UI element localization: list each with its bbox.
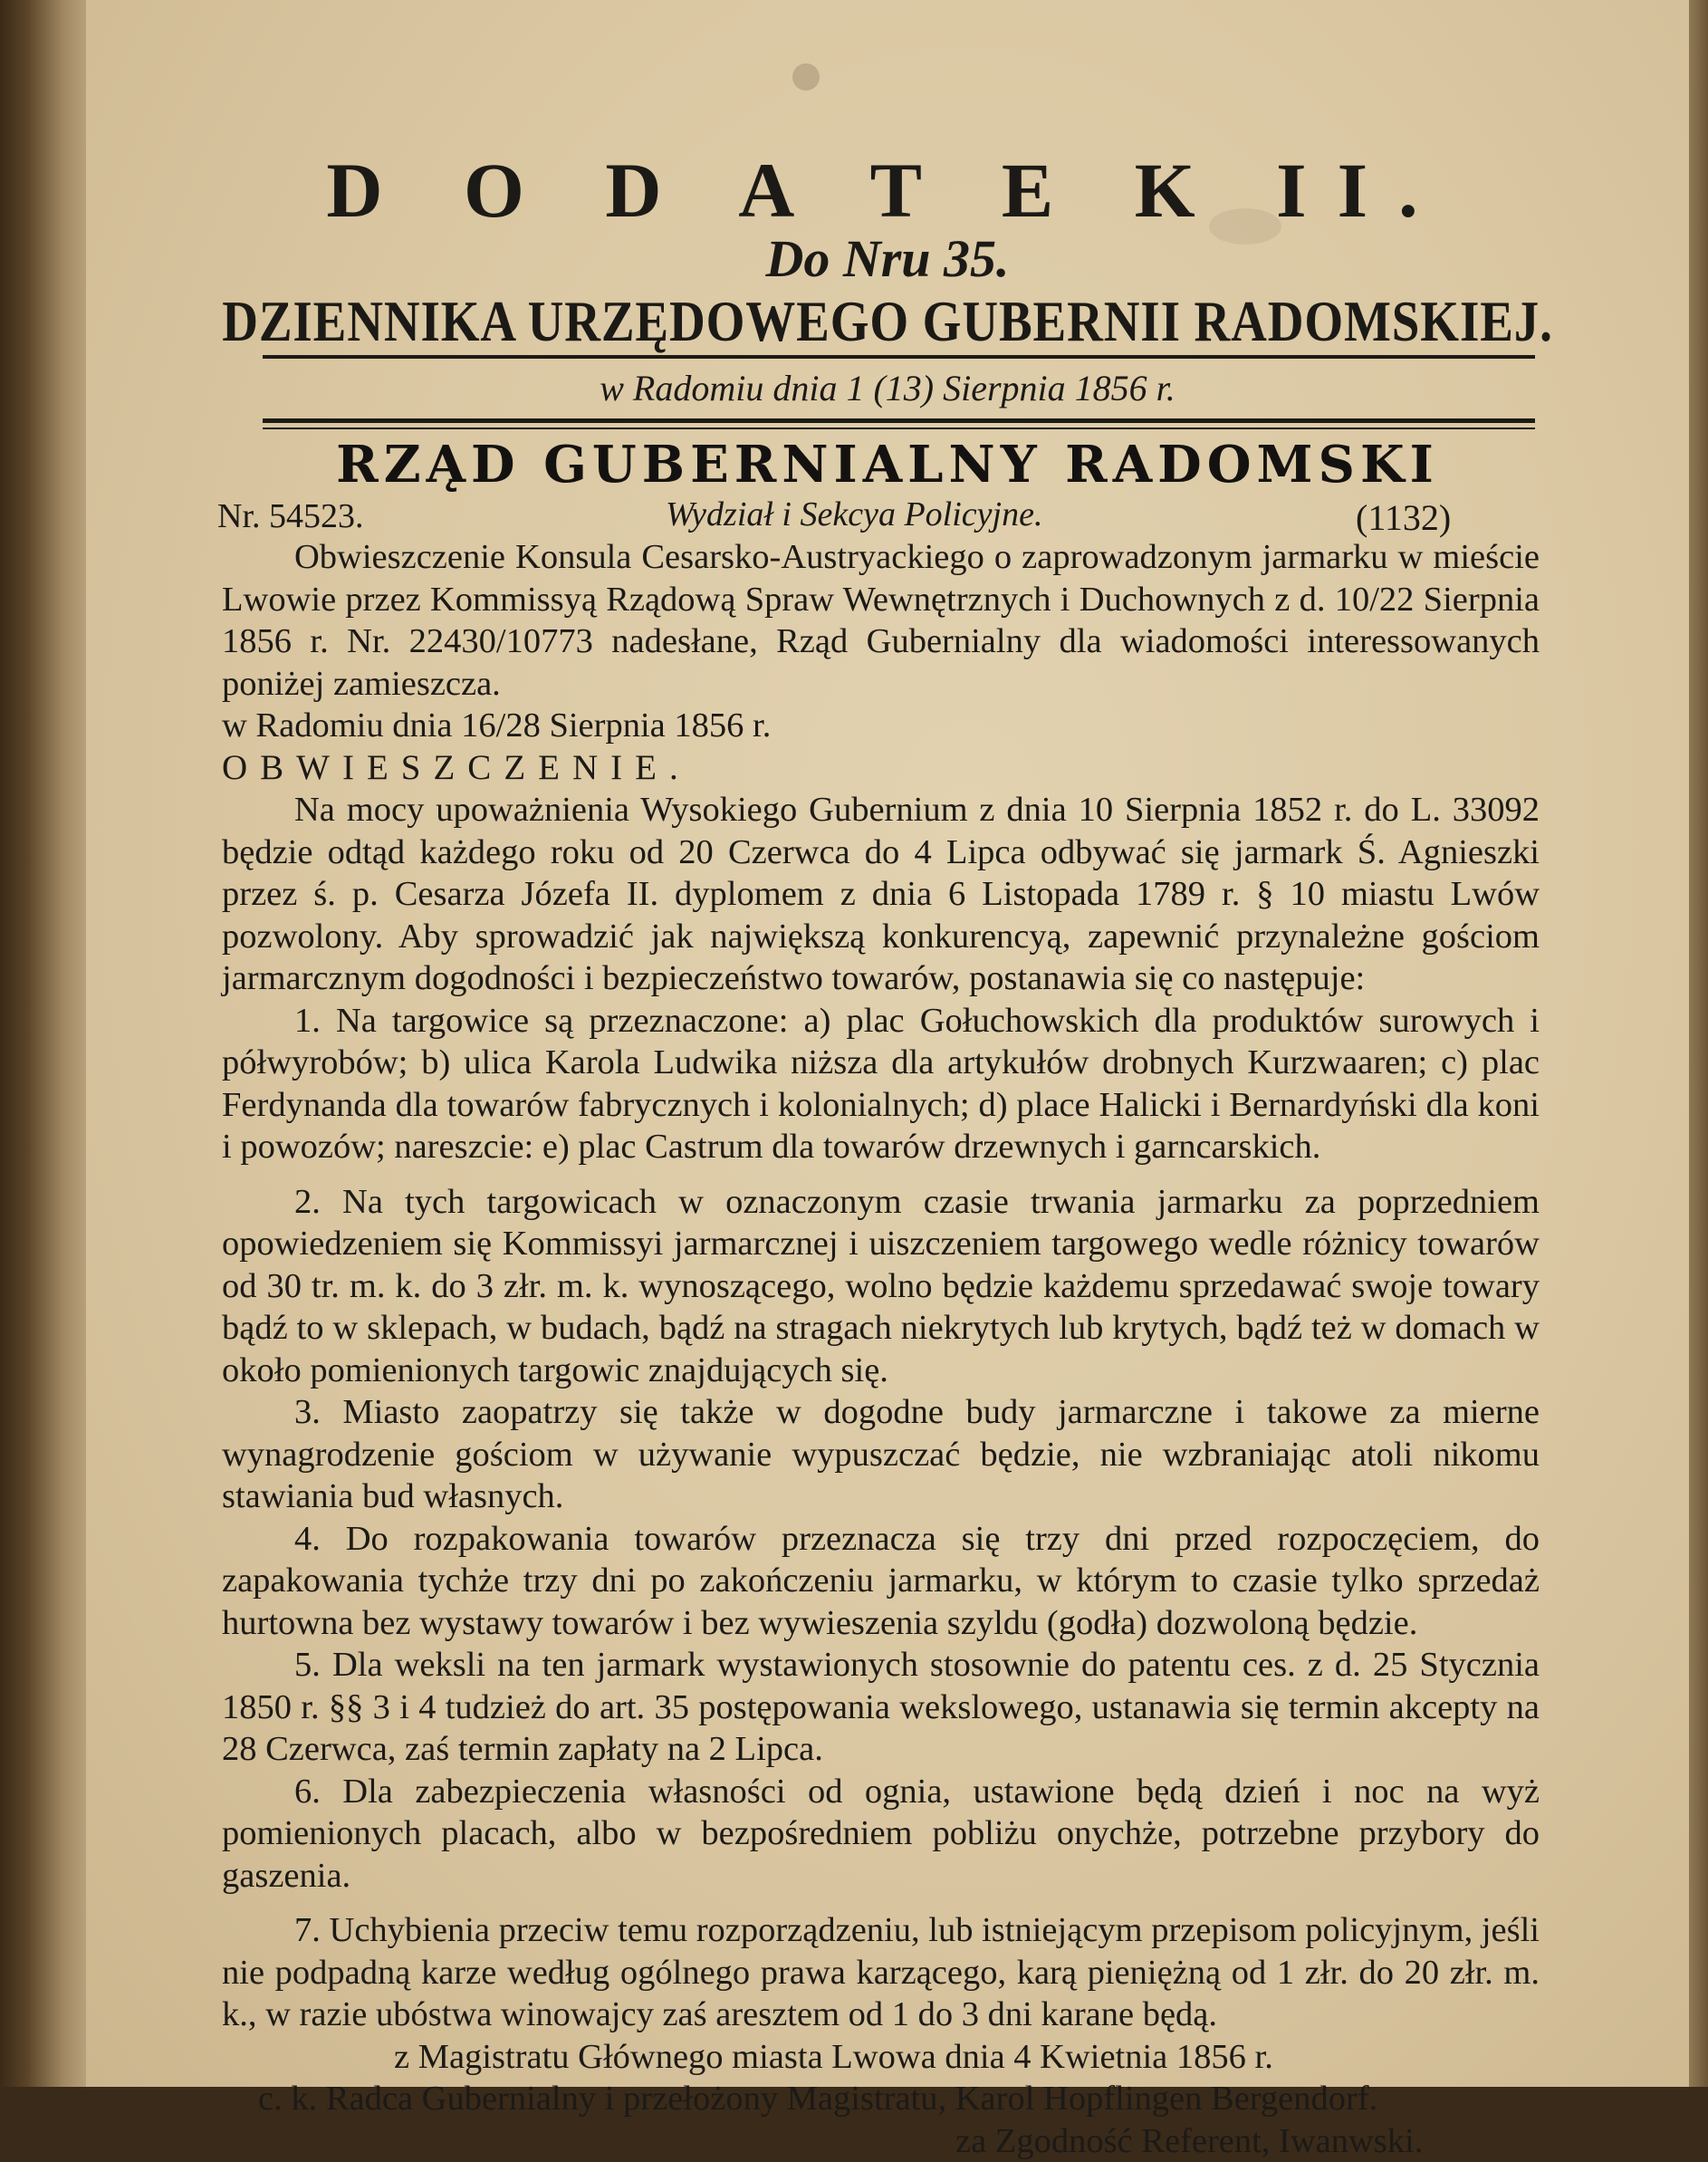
paper-sheet (86, 0, 1689, 2087)
point-3: 3. Miasto zaopatrzy się także w dogodne budy jarmarczne i takowe za mierne wynagrodzenie gościom w używanie wypuszczać będzie, nie wzbraniając atoli nikomu stawiania bud własnych. (222, 1391, 1540, 1518)
point-2: 2. Na tych targowicach w oznaczonym czasie trwania jarmarku za poprzedniem opowiedzeniem się Kommissyi jarmarcznej i uiszczeniem targowego wedle różnicy towarów od 30 tr. m. k. do 3 złr. m. k. wynoszącego, wolno będzie każdemu sprzedawać swoje towary bądź to w sklepach, w budach, bądź na stragach niekrytych lub krytych, bądź też w domach w około pomienionych targowic znajdujących się. (222, 1181, 1540, 1392)
header-rule-thin (263, 428, 1535, 429)
closing-line: z Magistratu Głównego miasta Lwowa dnia 4 Kwietnia 1856 r. (222, 2036, 1540, 2079)
header-rule (263, 355, 1535, 359)
document-number: Nr. 54523. (217, 496, 364, 536)
reference-number: (1132) (1356, 496, 1451, 539)
document-body (222, 536, 1540, 2162)
preamble-paragraph: Na mocy upoważnienia Wysokiego Gubernium z dnia 10 Sierpnia 1852 r. do L. 33092 będzie odtąd każdego roku od 20 Czerwca do 4 Lipca odbywać się jarmark Ś. Agnieszki przez ś. p. Cesarza Józefa II. dyplomem z dnia 6 Listopada 1789 r. § 10 miastu Lwów pozwolony. Aby sprowadzić jak największą konkurencyą, zapewnić przynależne gościom jarmarcznym dogodności i bezpieczeństwo towarów, postanawia się co następuje: (222, 789, 1540, 1000)
point-6: 6. Dla zabezpieczenia własności od ognia, ustawione będą dzień i noc na wyż pomienionych placach, albo w bezpośredniem pobliżu onychże, potrzebne przybory do gaszenia. (222, 1771, 1540, 1898)
attest-line: za Zgodność Referent, Iwanwski. (222, 2120, 1540, 2162)
intro-paragraph: Obwieszczenie Konsula Cesarsko-Austryackiego o zaprowadzonym jarmarku w mieście Lwowie przez Kommissyą Rządową Spraw Wewnętrznych i Duchownych z d. 10/22 Sierpnia 1856 r. Nr. 22430/10773 nadesłane, Rząd Gubernialny dla wiadomości interessowanych poniżej zamieszcza. (222, 536, 1540, 705)
dateline: w Radomiu dnia 1 (13) Sierpnia 1856 r. (86, 367, 1689, 409)
ink-blot (792, 63, 820, 91)
header-rule-thick (263, 418, 1535, 423)
announcement-heading: OBWIESZCZENIE. (222, 747, 1540, 790)
journal-title: DZIENNIKA URZĘDOWEGO GUBERNII RADOMSKIEJ. (198, 288, 1577, 355)
point-5: 5. Dla weksli na ten jarmark wystawionych stosownie do patentu ces. z d. 25 Stycznia 1850 r. §§ 3 i 4 tudzież do art. 35 postępowania wekslowego, ustanawia się termin akcepty na 28 Czerwca, zaś termin zapłaty na 2 Lipca. (222, 1644, 1540, 1771)
point-7: 7. Uchybienia przeciw temu rozporządzeniu, lub istniejącym przepisom policyjnym, jeśli nie podpadną karze według ogólnego prawa karzącego, karą pieniężną od 1 złr. do 20 złr. m. k., w razie ubóstwa winowajcy zaś aresztem od 1 do 3 dni karane będą. (222, 1909, 1540, 2036)
authority-heading: RZĄD GUBERNIALNY RADOMSKI (86, 435, 1689, 495)
point-1: 1. Na targowice są przeznaczone: a) plac Gołuchowskich dla produktów surowych i półwyrobów; b) ulica Karola Ludwika niższa dla artykułów drobnych Kurzwaaren; c) plac Ferdynanda dla towarów fabrycznych i kolonialnych; d) place Halicki i Bernardyński dla koni i powozów; nareszcie: e) plac Castrum dla towarów drzewnych i garncarskich. (222, 1000, 1540, 1168)
intro-date: w Radomiu dnia 16/28 Sierpnia 1856 r. (222, 705, 1540, 747)
point-4: 4. Do rozpakowania towarów przeznacza się trzy dni przed rozpoczęciem, do zapakowania tychże trzy dni po zakończeniu jarmarku, w którym to czasie tylko sprzedaż hurtowna bez wystawy towarów i bez wywieszenia szyldu (godła) dozwoloną będzie. (222, 1518, 1540, 1645)
signature-line: c. k. Radca Gubernialny i przełożony Magistratu, Karol Hopflingen Bergendorf. (222, 2078, 1540, 2120)
issue-number: Do Nru 35. (86, 228, 1689, 289)
department: Wydział i Sekcya Policyjne. (666, 495, 1042, 534)
supplement-title: D O D A T E K II. (86, 145, 1689, 235)
